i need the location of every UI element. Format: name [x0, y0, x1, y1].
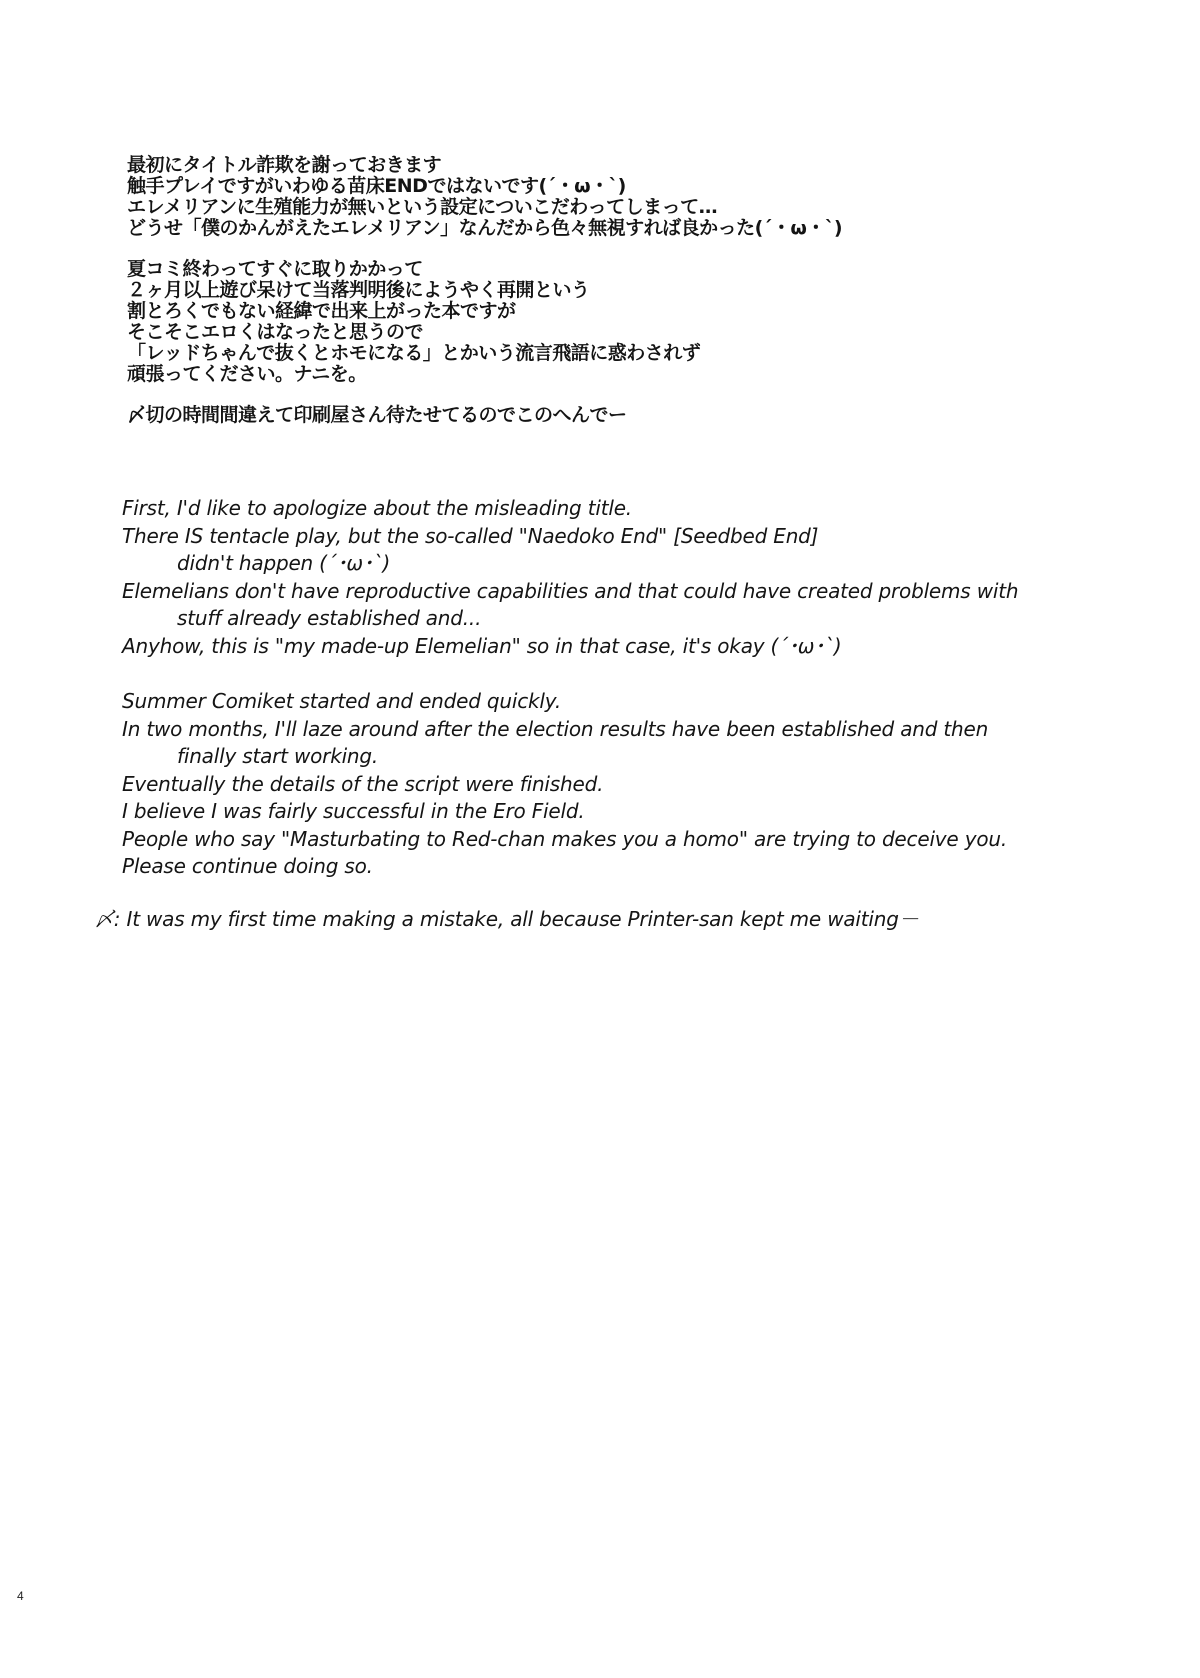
english-line: First, I'd like to apologize about the misleading title. — [122, 496, 632, 520]
english-closing-note: 〆: It was my first time making a mistake, all because Printer-san kept me waiting－ — [94, 907, 919, 931]
english-line: didn't happen (´･ω･`) — [177, 551, 391, 575]
english-line: In two months, I'll laze around after the election results have been established and then — [122, 716, 989, 741]
english-line: stuff already established and... — [177, 606, 482, 630]
japanese-paragraph-2 — [127, 259, 1127, 385]
japanese-line: 頑張ってください。ナニを。 — [127, 363, 367, 385]
english-line: There IS tentacle play, but the so-called "Naedoko End" [Seedbed End] — [122, 523, 819, 548]
english-line: Summer Comiket started and ended quickly. — [122, 689, 562, 713]
english-line: I believe I was fairly successful in the Ero Field. — [122, 799, 585, 823]
japanese-line: 最初にタイトル詐欺を謝っておきます — [127, 154, 442, 176]
japanese-afterword — [127, 155, 1127, 426]
english-line: Anyhow, this is "my made-up Elemelian" so in that case, it's okay (´･ω･`) — [122, 633, 842, 658]
japanese-line: どうせ「僕のかんがえたエレメリアン」なんだから色々無視すれば良かった(´・ω・`) — [127, 217, 843, 239]
japanese-paragraph-3 — [127, 405, 1127, 426]
japanese-paragraph-1 — [127, 155, 1127, 239]
japanese-line: 「レッドちゃんで抜くとホモになる」とかいう流言飛語に惑わされず — [127, 342, 701, 364]
japanese-line: 夏コミ終わってすぐに取りかかって — [127, 258, 423, 280]
japanese-line: エレメリアンに生殖能力が無いという設定についこだわってしまって… — [127, 196, 718, 218]
japanese-line: そこそこエロくはなったと思うので — [127, 321, 424, 343]
english-line: People who say "Masturbating to Red-chan makes you a homo" are trying to deceive you. — [122, 826, 1008, 851]
japanese-line: 触手プレイですがいわゆる苗床ENDではないです(´・ω・`) — [127, 175, 626, 197]
japanese-line: 割とろくでもない経緯で出来上がった本ですが — [127, 300, 516, 322]
english-paragraph-2 — [122, 688, 1162, 881]
japanese-line: ２ヶ月以上遊び呆けて当落判明後にようやく再開という — [127, 279, 590, 301]
page-number: 4 — [17, 1589, 24, 1603]
english-line: Please continue doing so. — [122, 854, 373, 878]
english-translation — [122, 495, 1162, 881]
english-paragraph-1 — [122, 495, 1162, 660]
english-line: finally start working. — [177, 744, 379, 768]
japanese-line: 〆切の時間間違えて印刷屋さん待たせてるのでこのへんでー — [127, 404, 627, 426]
english-line: Eventually the details of the script were finished. — [122, 771, 604, 796]
english-line: Elemelians don't have reproductive capabilities and that could have created problems with — [122, 578, 1019, 603]
